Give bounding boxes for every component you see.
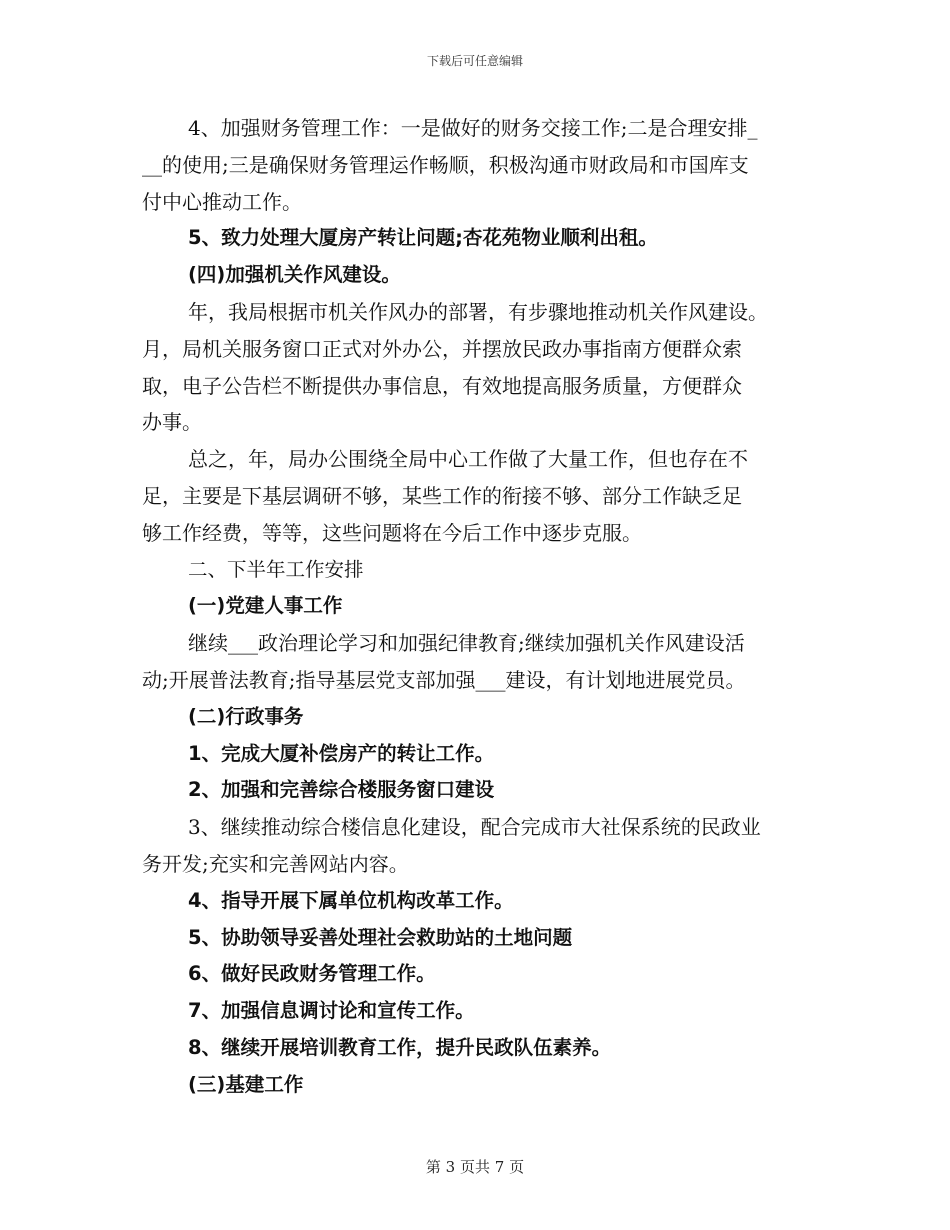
text-line: 足，主要是下基层调研不够，某些工作的衔接不够、部分工作缺乏足: [142, 483, 742, 508]
text-line: 年，我局根据市机关作风办的部署，有步骤地推动机关作风建设。: [188, 299, 768, 324]
text-line: 7、加强信息调讨论和宣传工作。: [188, 999, 475, 1023]
text-line: 2、加强和完善综合楼服务窗口建设: [188, 778, 495, 802]
text-line: 付中心推动工作。: [142, 189, 302, 214]
text-line: 4、指导开展下属单位机构改革工作。: [188, 888, 514, 912]
document-body: [142, 110, 810, 1104]
text-line: 办事。: [142, 410, 202, 435]
text-line: 1、完成大厦补偿房产的转让工作。: [188, 741, 495, 765]
text-line: 二、下半年工作安排: [188, 557, 364, 581]
text-line: __的使用;三是确保财务管理运作畅顺，积极沟通市财政局和市国库支: [142, 152, 749, 177]
text-line: 5、致力处理大厦房产转让问题;杏花苑物业顺利出租。: [188, 226, 658, 250]
text-line: 5、协助领导妥善处理社会救助站的土地问题: [188, 925, 573, 949]
text-line: 4、加强财务管理工作：一是做好的财务交接工作;二是合理安排_: [188, 116, 758, 140]
text-line: 6、做好民政财务管理工作。: [188, 962, 436, 986]
text-line: 动;开展普法教育;指导基层党支部加强___建设，有计划地进展党员。: [142, 667, 746, 692]
text-line: (三)基建工作: [188, 1072, 304, 1096]
text-line: 月，局机关服务窗口正式对外办公，并摆放民政办事指南方便群众索: [142, 336, 742, 361]
text-line: 继续___政治理论学习和加强纪律教育;继续加强机关作风建设活: [188, 631, 745, 656]
text-line: 8、继续开展培训教育工作，提升民政队伍素养。: [188, 1035, 612, 1059]
text-line: 总之，年，局办公围绕全局中心工作做了大量工作，但也存在不: [188, 447, 748, 472]
page-header: 下载后可任意编辑: [426, 54, 523, 68]
text-line: (一)党建人事工作: [188, 594, 343, 618]
text-line: (四)加强机关作风建设。: [188, 263, 401, 287]
text-line: 够工作经费，等等，这些问题将在今后工作中逐步克服。: [142, 520, 642, 545]
text-line: 3、继续推动综合楼信息化建设，配合完成市大社保系统的民政业: [188, 815, 761, 840]
text-line: 务开发;充实和完善网站内容。: [142, 851, 409, 876]
text-line: 取，电子公告栏不断提供办事信息，有效地提高服务质量，方便群众: [142, 373, 742, 398]
page-number: 第 3 页共 7 页: [425, 1158, 525, 1176]
text-line: (二)行政事务: [188, 704, 304, 728]
